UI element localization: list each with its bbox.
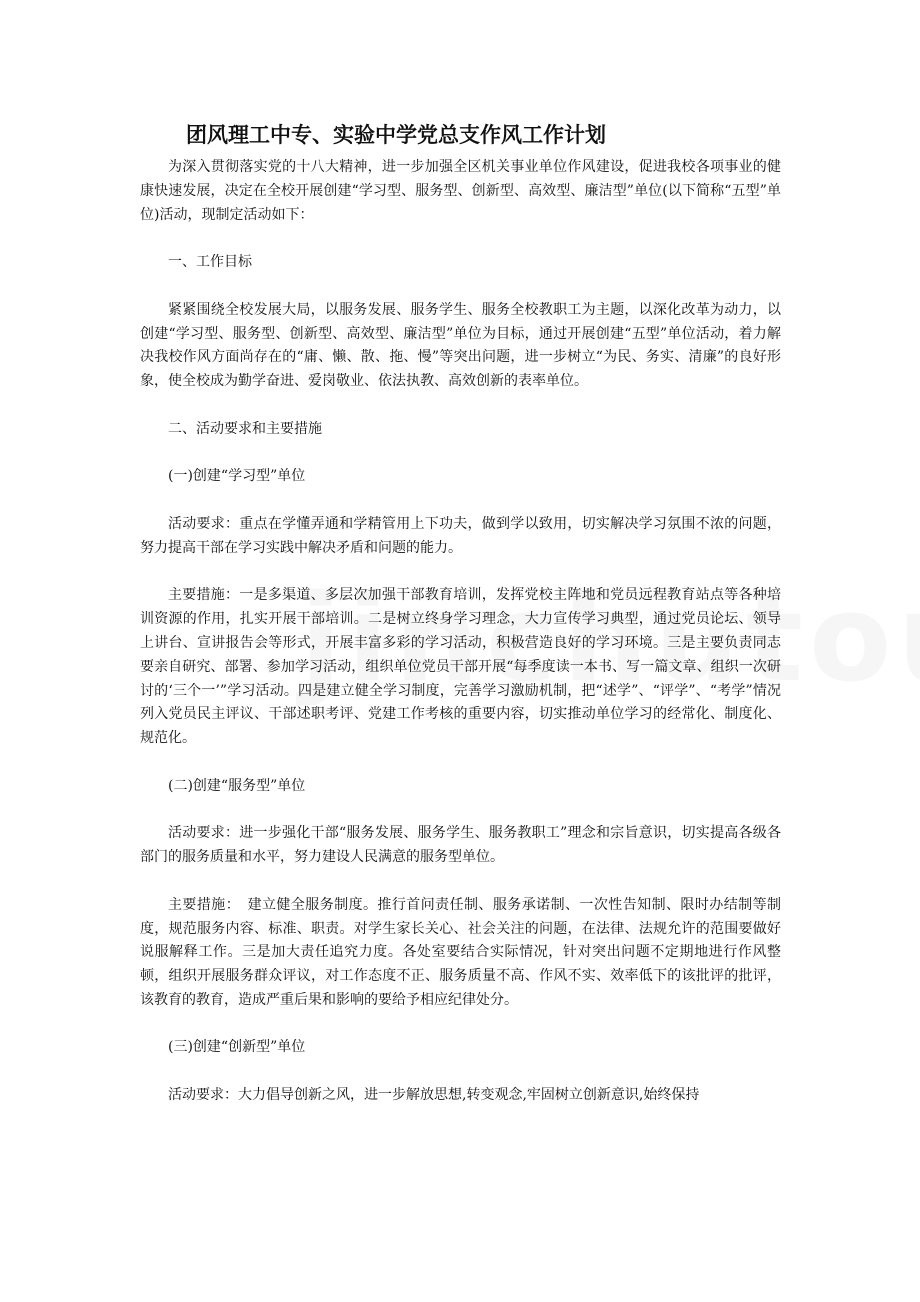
section-heading-goals: 一、工作目标: [168, 254, 252, 271]
learning-measures-paragraph: 主要措施：一是多渠道、多层次加强干部教育培训，发挥党校主阵地和党员远程教育站点等各种培训资源的作用，扎实开展干部培训。二是树立终身学习理念，大力宣传学习典型，通过党员论坛、领导上讲台、宣讲报告会等形式，开展丰富多彩的学习活动，积极营造良好的学习环境。三是主要负责同志要亲自研究、部署、参加学习活动，组织单位党员干部开展“每季度读一本书、写一篇文章、组织一次研讨的‘三个一’”学习活动。四是建立健全学习制度，完善学习激励机制，把“述学”、“评学”、“考学”情况列入党员民主评议、干部述职考评、党建工作考核的重要内容，切实推动单位学习的经常化、制度化、规范化。: [140, 587, 781, 747]
innovation-requirements-paragraph: 活动要求：大力倡导创新之风，进一步解放思想,转变观念,牢固树立创新意识,始终保持: [168, 1087, 700, 1104]
service-measures-paragraph: 主要措施： 建立健全服务制度。推行首问责任制、服务承诺制、一次性告知制、限时办结制等制度，规范服务内容、标准、职责。对学生家长关心、社会关注的问题，在法律、法规允许的范围要做好说服解释工作。三是加大责任追究力度。各处室要结合实际情况，针对突出问题不定期地进行作风整顿，组织开展服务群众评议，对工作态度不正、服务质量不高、作风不实、效率低下的该批评的批评，该教育的教育，造成严重后果和影响的要给予相应纪律处分。: [140, 896, 781, 1008]
subheading-service-unit: (二)创建“服务型”单位: [168, 777, 306, 794]
document-title: 团风理工中专、实验中学党总支作风工作计划: [186, 122, 606, 147]
subheading-learning-unit: (一)创建“学习型”单位: [168, 468, 306, 485]
document-body: [140, 156, 781, 1108]
section-heading-requirements: 二、活动要求和主要措施: [168, 420, 322, 437]
intro-paragraph: 为深入贯彻落实党的十八大精神，进一步加强全区机关事业单位作风建设，促进我校各项事业的健康快速发展，决定在全校开展创建“学习型、服务型、创新型、高效型、廉洁型”单位(以下简称“五型”单位)活动，现制定活动如下：: [140, 159, 781, 223]
learning-requirements-paragraph: 活动要求：重点在学懂弄通和学精管用上下功夫，做到学以致用，切实解决学习氛围不浓的问题，努力提高干部在学习实践中解决矛盾和问题的能力。: [140, 515, 781, 556]
subheading-innovation-unit: (三)创建“创新型”单位: [168, 1039, 306, 1056]
service-requirements-paragraph: 活动要求：进一步强化干部“服务发展、服务学生、服务教职工”理念和宗旨意识，切实提高各级各部门的服务质量和水平，努力建设人民满意的服务型单位。: [140, 825, 781, 866]
goals-paragraph: 紧紧围绕全校发展大局，以服务发展、服务学生、服务全校教职工为主题，以深化改革为动力，以创建“学习型、服务型、创新型、高效型、廉洁型”单位为目标，通过开展创建“五型”单位活动，着力解决我校作风方面尚存在的“庸、懒、散、拖、慢”等突出问题，进一步树立“为民、务实、清廉”的良好形象，使全校成为勤学奋进、爱岗敬业、依法执教、高效创新的表率单位。: [140, 301, 781, 390]
